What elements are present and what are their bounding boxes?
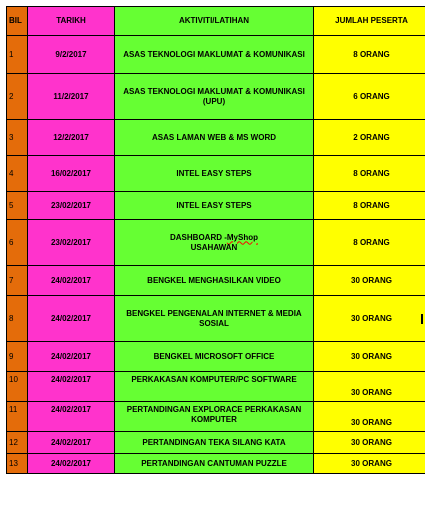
cell-jumlah: 30 ORANG [314, 372, 425, 402]
cell-bil: 8 [7, 296, 28, 342]
table-row [7, 266, 425, 296]
cell-tarikh: 23/02/2017 [28, 192, 115, 220]
cell-tarikh: 24/02/2017 [28, 432, 115, 454]
cell-aktiviti [115, 120, 314, 156]
table-row [7, 372, 425, 402]
table-row [7, 156, 425, 192]
cell-bil: 13 [7, 454, 28, 474]
cell-aktiviti [115, 156, 314, 192]
cell-tarikh: 23/02/2017 [28, 220, 115, 266]
aktiviti-line-2: USAHAWAN [190, 242, 238, 252]
table-row [7, 192, 425, 220]
cell-aktiviti [115, 220, 314, 266]
aktiviti-line-1: BENGKEL MICROSOFT OFFICE [153, 351, 275, 361]
aktiviti-line-1: INTEL EASY STEPS [176, 200, 252, 210]
table-row [7, 432, 425, 454]
cell-jumlah: 30 ORANG [314, 432, 425, 454]
cell-bil: 6 [7, 220, 28, 266]
cell-jumlah: 30 ORANG [314, 342, 425, 372]
cell-tarikh: 16/02/2017 [28, 156, 115, 192]
header-tarikh: TARIKH [28, 7, 115, 36]
cell-aktiviti [115, 402, 314, 432]
table-row [7, 74, 425, 120]
cell-bil: 2 [7, 74, 28, 120]
aktiviti-line-1: BENGKEL PENGENALAN INTERNET & MEDIA [126, 308, 302, 318]
cell-bil: 5 [7, 192, 28, 220]
cell-aktiviti [115, 454, 314, 474]
cell-tarikh: 24/02/2017 [28, 402, 115, 432]
cell-bil: 3 [7, 120, 28, 156]
table-header-row [7, 7, 425, 36]
cell-jumlah: 8 ORANG [314, 156, 425, 192]
cell-bil: 4 [7, 156, 28, 192]
text-cursor [421, 314, 423, 324]
cell-jumlah: 30 ORANG [314, 266, 425, 296]
cell-aktiviti [115, 372, 314, 402]
aktiviti-line-1: PERTANDINGAN EXPLORACE PERKAKASAN [126, 405, 302, 414]
cell-jumlah: 2 ORANG [314, 120, 425, 156]
table-body [7, 36, 425, 474]
cell-bil: 9 [7, 342, 28, 372]
cell-jumlah: 8 ORANG [314, 220, 425, 266]
table-row [7, 296, 425, 342]
aktiviti-line-2: KOMPUTER [191, 415, 237, 424]
table-row [7, 402, 425, 432]
table-row [7, 342, 425, 372]
activity-table [6, 6, 425, 474]
cell-jumlah: 6 ORANG [314, 74, 425, 120]
aktiviti-line-1: ASAS TEKNOLOGI MAKLUMAT & KOMUNIKASI [123, 49, 305, 59]
cell-tarikh: 24/02/2017 [28, 454, 115, 474]
cell-bil: 12 [7, 432, 28, 454]
cell-jumlah: 30 ORANG [314, 402, 425, 432]
aktiviti-line-2: (UPU) [202, 96, 226, 106]
aktiviti-line-1: INTEL EASY STEPS [176, 168, 252, 178]
cell-aktiviti [115, 296, 314, 342]
cell-tarikh: 24/02/2017 [28, 342, 115, 372]
cell-jumlah: 30 ORANG [314, 454, 425, 474]
cell-jumlah: 30 ORANG [314, 296, 425, 342]
cell-tarikh: 12/2/2017 [28, 120, 115, 156]
aktiviti-line-1: PERTANDINGAN CANTUMAN PUZZLE [141, 458, 287, 468]
aktiviti-line-1: DASHBOARD - [170, 232, 227, 242]
aktiviti-line-1: BENGKEL MENGHASILKAN VIDEO [147, 275, 281, 285]
cell-tarikh: 24/02/2017 [28, 296, 115, 342]
cell-aktiviti [115, 74, 314, 120]
cell-aktiviti [115, 36, 314, 74]
table-row [7, 220, 425, 266]
cell-tarikh: 24/02/2017 [28, 372, 115, 402]
cell-bil: 10 [7, 372, 28, 402]
cell-tarikh: 9/2/2017 [28, 36, 115, 74]
cell-jumlah: 8 ORANG [314, 36, 425, 74]
cell-bil: 1 [7, 36, 28, 74]
cell-aktiviti [115, 432, 314, 454]
aktiviti-line-1: PERKAKASAN KOMPUTER/PC SOFTWARE [131, 375, 297, 384]
aktiviti-line-1: ASAS LAMAN WEB & MS WORD [152, 132, 276, 142]
header-aktiviti: AKTIVITI/LATIHAN [115, 7, 314, 36]
header-jumlah: JUMLAH PESERTA [314, 7, 425, 36]
table-row [7, 454, 425, 474]
cell-tarikh: 24/02/2017 [28, 266, 115, 296]
cell-aktiviti [115, 342, 314, 372]
cell-bil: 7 [7, 266, 28, 296]
header-bil: BIL [7, 7, 28, 36]
aktiviti-line-1: PERTANDINGAN TEKA SILANG KATA [142, 437, 286, 447]
table-row [7, 120, 425, 156]
aktiviti-line-1: ASAS TEKNOLOGI MAKLUMAT & KOMUNIKASI [123, 86, 305, 96]
table-row [7, 36, 425, 74]
aktiviti-line-2: SOSIAL [199, 318, 229, 328]
cell-aktiviti [115, 266, 314, 296]
aktiviti-spellcheck-word: MyShop [226, 232, 258, 242]
cell-bil: 11 [7, 402, 28, 432]
cell-jumlah: 8 ORANG [314, 192, 425, 220]
cell-aktiviti [115, 192, 314, 220]
cell-tarikh: 11/2/2017 [28, 74, 115, 120]
